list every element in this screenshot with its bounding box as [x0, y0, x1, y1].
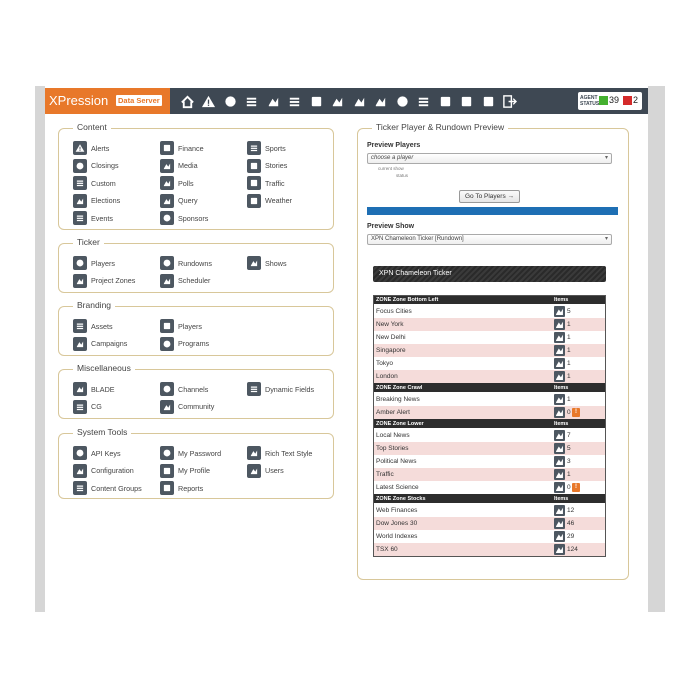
zone-row-name: Focus Cities	[376, 308, 412, 315]
system-item-api-keys[interactable]	[73, 446, 121, 460]
stories-icon	[247, 159, 261, 173]
custom-icon[interactable]	[242, 91, 262, 111]
misc-item-cg[interactable]	[73, 400, 102, 414]
polls-icon[interactable]	[349, 91, 369, 111]
agent-status[interactable]	[578, 92, 642, 110]
alert-icon[interactable]	[199, 91, 219, 111]
system-item-label: API Keys	[91, 448, 121, 458]
system-item-users[interactable]	[247, 464, 284, 478]
misc-item-label: Channels	[178, 384, 209, 394]
blade-icon	[73, 382, 87, 396]
zone-row-count: 1	[567, 373, 571, 380]
zone-row-count: 1	[567, 321, 571, 328]
misc-item-label: Community	[178, 402, 215, 411]
weather-icon[interactable]	[478, 91, 498, 111]
zone-row-count: 0	[567, 484, 571, 491]
system-item-my-password[interactable]	[160, 446, 221, 460]
content-item-label: Polls	[178, 178, 194, 188]
content-item-polls[interactable]	[160, 176, 194, 190]
show-select[interactable]	[367, 234, 612, 245]
reports-icon	[160, 481, 174, 495]
agent-online-indicator	[599, 96, 608, 105]
content-item-custom[interactable]	[73, 176, 116, 190]
preview-players-label: Preview Players	[367, 142, 421, 149]
branding-item-label: Assets	[91, 321, 113, 331]
zone-row-name: Singapore	[376, 347, 406, 354]
media-icon	[160, 159, 174, 173]
dynamic-fields-icon	[247, 382, 261, 396]
content-item-label: Closings	[91, 161, 119, 170]
events-icon[interactable]	[285, 91, 305, 111]
warning-icon: !	[572, 483, 580, 492]
system-item-label: Content Groups	[91, 483, 142, 493]
events-icon	[73, 211, 87, 225]
programs-icon	[160, 337, 174, 351]
content-item-label: Custom	[91, 178, 116, 188]
zone-items-header: Items	[554, 495, 569, 502]
traffic-icon	[247, 176, 261, 190]
branding-item-label: Programs	[178, 339, 210, 348]
content-item-label: Alerts	[91, 143, 110, 153]
cg-icon	[73, 400, 87, 414]
ticker-item-scheduler[interactable]	[160, 274, 210, 288]
app-badge: Data Server	[118, 96, 160, 105]
zone-name: ZONE Zone Lower	[376, 420, 424, 427]
community-icon	[160, 400, 174, 414]
closings-icon[interactable]	[220, 91, 240, 111]
content-item-finance[interactable]	[160, 141, 204, 155]
misc-item-label: Dynamic Fields	[265, 384, 315, 394]
polls-icon	[160, 176, 174, 190]
content-section-title: Content	[73, 122, 111, 132]
player-select-value: choose a player	[371, 155, 414, 161]
play-icon	[73, 256, 87, 270]
chevron-down-icon: ▾	[604, 236, 608, 242]
zone-row-count: 1	[567, 334, 571, 341]
zone-row-name: TSX 60	[376, 546, 398, 553]
campaigns-icon	[73, 337, 87, 351]
shows-icon	[247, 256, 261, 270]
content-item-stories[interactable]	[247, 159, 287, 173]
content-item-label: Stories	[265, 161, 288, 170]
branding-item-assets[interactable]	[73, 319, 113, 333]
content-item-label: Events	[91, 213, 113, 223]
zone-row-name: Web Finances	[376, 507, 418, 514]
misc-item-label: CG	[91, 402, 102, 411]
content-item-elections[interactable]	[73, 194, 120, 208]
branding-item-players[interactable]	[160, 319, 202, 333]
branding-section-title: Branding	[73, 300, 115, 310]
branding-item-label: Campaigns	[91, 339, 128, 348]
zone-row-count: 1	[567, 360, 571, 367]
ticker-item-label: Rundowns	[178, 258, 212, 268]
zone-row-name: Political News	[376, 458, 417, 465]
users-icon	[247, 464, 261, 478]
agent-offline-count: 2	[633, 95, 639, 105]
zone-row-name: Top Stories	[376, 445, 409, 452]
warning-icon: !	[572, 408, 580, 417]
content-item-label: Traffic	[265, 178, 285, 188]
miscellaneous-section-title: Miscellaneous	[73, 363, 135, 373]
logout-icon[interactable]	[500, 91, 520, 111]
zone-row-count: 7	[567, 432, 571, 439]
profile-icon	[160, 464, 174, 478]
zone-name: ZONE Zone Stocks	[376, 495, 426, 502]
zone-name: ZONE Zone Bottom Left	[376, 296, 439, 303]
sponsors-icon[interactable]	[392, 91, 412, 111]
agent-status-label: AGENT STATUS	[580, 95, 600, 107]
zone-row-name: Amber Alert	[376, 409, 410, 416]
rich-text-icon	[247, 446, 261, 460]
finance-icon	[160, 141, 174, 155]
misc-item-community[interactable]	[160, 400, 214, 414]
player-select[interactable]	[367, 153, 612, 164]
media-icon[interactable]	[328, 91, 348, 111]
brand-logo[interactable]	[45, 88, 170, 114]
assets-icon	[73, 319, 87, 333]
rundowns-icon	[160, 256, 174, 270]
ticker-item-project-zones[interactable]	[73, 274, 135, 288]
ticker-item-label: Scheduler	[178, 276, 211, 285]
zone-items-header: Items	[554, 296, 569, 303]
ticker-item-label: Project Zones	[91, 276, 136, 285]
system-item-rich-text-style[interactable]	[247, 446, 312, 460]
ticker-item-label: Players	[91, 258, 115, 268]
misc-item-dynamic-fields[interactable]	[247, 382, 314, 396]
content-item-label: Finance	[178, 143, 204, 153]
zone-row-count: 5	[567, 445, 571, 452]
content-item-label: Elections	[91, 196, 121, 205]
elections-icon	[73, 194, 87, 208]
misc-item-label: BLADE	[91, 384, 115, 394]
progress-bar	[367, 207, 618, 215]
zones-table-border	[373, 295, 606, 557]
content-item-weather[interactable]	[247, 194, 292, 208]
configuration-icon	[73, 464, 87, 478]
sports-icon[interactable]	[414, 91, 434, 111]
branding-item-label: Players	[178, 321, 202, 331]
custom-icon	[73, 176, 87, 190]
home-icon[interactable]	[177, 91, 197, 111]
content-item-media[interactable]	[160, 159, 198, 173]
query-icon[interactable]	[371, 91, 391, 111]
branding-item-programs[interactable]	[160, 337, 209, 351]
top-nav-bar	[45, 88, 648, 114]
zone-row-name: Breaking News	[376, 396, 420, 403]
sports-icon	[247, 141, 261, 155]
alert-icon	[73, 141, 87, 155]
api-keys-icon	[73, 446, 87, 460]
system-item-label: My Password	[178, 448, 222, 458]
system-item-content-groups[interactable]	[73, 481, 142, 495]
zone-row-count: 1	[567, 471, 571, 478]
zone-row-count: 1	[567, 396, 571, 403]
go-to-players-button[interactable]: Go To Players →	[459, 190, 520, 203]
content-item-traffic[interactable]	[247, 176, 285, 190]
password-icon	[160, 446, 174, 460]
system-item-configuration[interactable]	[73, 464, 134, 478]
content-item-label: Sponsors	[178, 213, 209, 223]
zone-row-name: Local News	[376, 432, 410, 439]
system-item-label: Reports	[178, 483, 204, 493]
project-zones-icon	[73, 274, 87, 288]
ticker-item-players[interactable]	[73, 256, 115, 270]
traffic-icon[interactable]	[457, 91, 477, 111]
current-show-label: current show	[378, 166, 404, 171]
content-item-label: Sports	[265, 143, 286, 153]
system-item-label: Users	[265, 466, 284, 475]
preview-show-label: Preview Show	[367, 223, 415, 230]
agent-offline-indicator	[623, 96, 632, 105]
ticker-name-bar: XPN Chameleon Ticker	[373, 266, 606, 282]
system-item-label: Configuration	[91, 466, 134, 475]
zone-row-name: London	[376, 373, 398, 380]
system-item-reports[interactable]	[160, 481, 203, 495]
channels-icon	[160, 382, 174, 396]
show-select-value: XPN Chameleon Ticker [Rundown]	[371, 236, 464, 242]
elections-icon[interactable]	[263, 91, 283, 111]
content-item-closings[interactable]	[73, 159, 119, 173]
zone-row-count: 1	[567, 347, 571, 354]
zone-row-name: Tokyo	[376, 360, 393, 367]
system-tools-section-title: System Tools	[73, 427, 131, 437]
zone-row-count: 5	[567, 308, 571, 315]
misc-item-blade[interactable]	[73, 382, 115, 396]
system-item-my-profile[interactable]	[160, 464, 210, 478]
zone-row-count: 124	[567, 546, 578, 553]
content-item-label: Media	[178, 161, 198, 170]
players-icon	[160, 319, 174, 333]
content-item-label: Weather	[265, 196, 293, 205]
sponsors-icon	[160, 211, 174, 225]
stories-icon[interactable]	[435, 91, 455, 111]
branding-item-campaigns[interactable]	[73, 337, 127, 351]
ticker-item-shows[interactable]	[247, 256, 287, 270]
closings-icon	[73, 159, 87, 173]
preview-panel-title: Ticker Player & Rundown Preview	[372, 122, 508, 132]
zone-name: ZONE Zone Crawl	[376, 384, 423, 391]
misc-item-channels[interactable]	[160, 382, 208, 396]
zone-row-count: 0	[567, 409, 571, 416]
content-item-sports[interactable]	[247, 141, 286, 155]
content-item-label: Query	[178, 196, 198, 205]
zone-row-count: 3	[567, 458, 571, 465]
ticker-item-label: Shows	[265, 258, 287, 268]
zone-row-count: 29	[567, 533, 575, 540]
system-item-label: Rich Text Style	[265, 448, 313, 458]
zone-items-header: Items	[554, 384, 569, 391]
query-icon	[160, 194, 174, 208]
nav-icon-bar	[177, 91, 521, 111]
zone-items-header: Items	[554, 420, 569, 427]
app-title: XPression	[49, 93, 109, 108]
ticker-item-rundowns[interactable]	[160, 256, 212, 270]
content-item-sponsors[interactable]	[160, 211, 208, 225]
chevron-down-icon: ▾	[604, 155, 608, 161]
zone-row-count: 46	[567, 520, 575, 527]
scheduler-icon	[160, 274, 174, 288]
zone-row-name: World Indexes	[376, 533, 418, 540]
ticker-section-title: Ticker	[73, 237, 104, 247]
zone-row-name: New York	[376, 321, 404, 328]
content-groups-icon	[73, 481, 87, 495]
content-item-events[interactable]	[73, 211, 113, 225]
agent-online-count: 39	[609, 95, 620, 105]
zone-row-count: 12	[567, 507, 575, 514]
zone-row-name: Traffic	[376, 471, 394, 478]
content-item-alerts[interactable]	[73, 141, 109, 155]
finance-icon[interactable]	[306, 91, 326, 111]
weather-icon	[247, 194, 261, 208]
zone-row-name: Latest Science	[376, 484, 419, 491]
system-item-label: My Profile	[178, 466, 210, 475]
zone-row-name: Dow Jones 30	[376, 520, 418, 527]
zone-row-name: New Delhi	[376, 334, 406, 341]
content-item-query[interactable]	[160, 194, 198, 208]
status-label: status	[396, 173, 409, 178]
